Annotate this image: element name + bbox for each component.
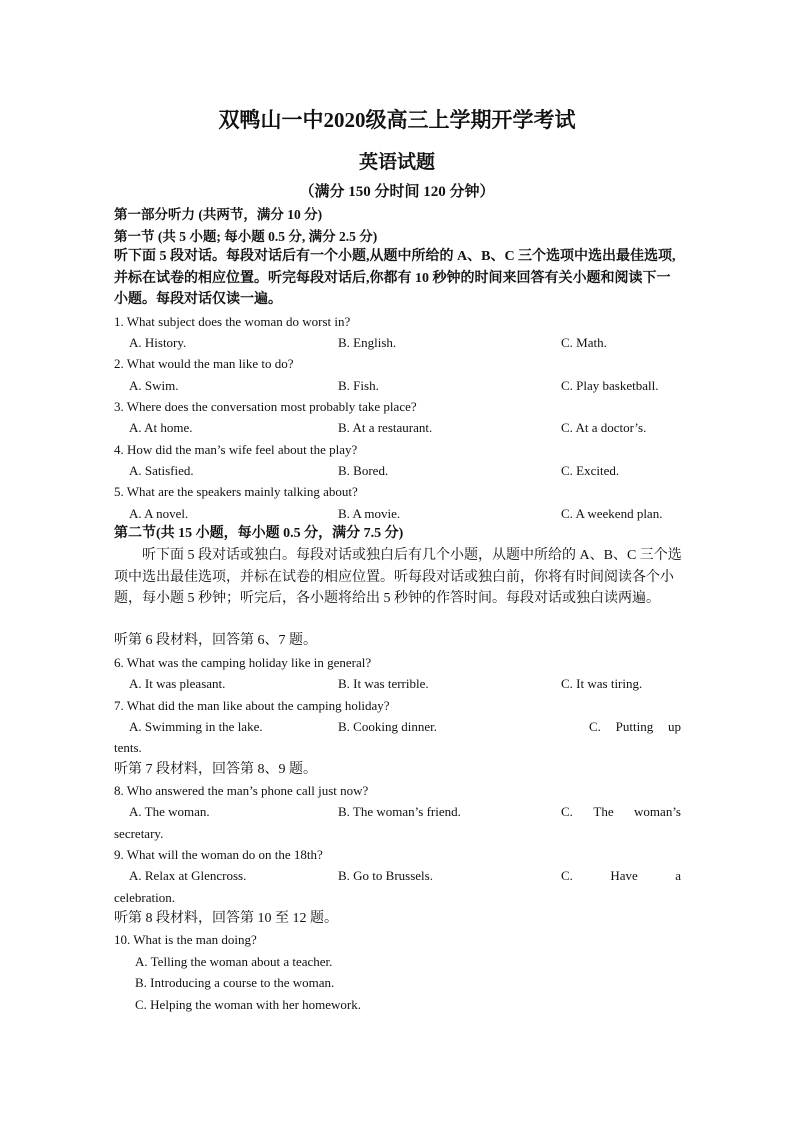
exam-title: 双鸭山一中2020级高三上学期开学考试 bbox=[218, 108, 576, 132]
exam-info: （满分 150 分时间 120 分钟） bbox=[299, 184, 495, 200]
question-1: 1. What subject does the woman do worst in? bbox=[114, 314, 351, 329]
q9-option-c-letter: C. bbox=[561, 868, 573, 883]
material-6-heading: 听第 6 段材料，回答第 6、7 题。 bbox=[114, 633, 317, 648]
q9-option-c-word1: Have bbox=[610, 868, 638, 883]
material-8-heading: 听第 8 段材料，回答第 10 至 12 题。 bbox=[114, 911, 338, 926]
section2-instructions: 听下面 5 段对话或独白。每段对话或独白后有几个小题，从题中所给的 A、B、C 三个选项中选出最佳选项，并标在试卷的相应位置。听每段对话或独白前，你将有时间阅读各个小题，每小题 5 秒钟；听完后，各小题将给出 5 秒钟的作答时间。每段对话或独白读两遍。 bbox=[114, 548, 682, 606]
q7-option-c-word2: up bbox=[668, 719, 681, 734]
question-7: 7. What did the man like about the camping holiday? bbox=[114, 698, 390, 713]
q8-option-c-word2: woman’s bbox=[634, 804, 681, 819]
q1-option-b: B. English. bbox=[338, 335, 397, 350]
q7-option-a: A. Swimming in the lake. bbox=[129, 719, 263, 734]
q7-option-c-continued: tents. bbox=[114, 740, 142, 755]
q2-option-a: A. Swim. bbox=[129, 378, 179, 393]
section1-heading: 第一节 (共 5 小题; 每小题 0.5 分, 满分 2.5 分) bbox=[114, 229, 378, 244]
q7-option-c-word1: Putting bbox=[615, 719, 654, 734]
q9-option-c bbox=[561, 868, 681, 884]
q7-option-c bbox=[589, 719, 681, 735]
q3-option-b: B. At a restaurant. bbox=[338, 420, 433, 435]
q10-option-b: B. Introducing a course to the woman. bbox=[135, 975, 335, 990]
q4-option-c: C. Excited. bbox=[561, 463, 620, 478]
q7-option-c-letter: C. bbox=[589, 719, 601, 734]
q8-option-c-continued: secretary. bbox=[114, 826, 164, 841]
question-10: 10. What is the man doing? bbox=[114, 932, 257, 947]
q9-option-c-continued: celebration. bbox=[114, 890, 175, 905]
q1-option-a: A. History. bbox=[129, 335, 187, 350]
section1-instructions: 听下面 5 段对话。每段对话后有一个小题,从题中所给的 A、B、C 三个选项中选出最佳选项,并标在试卷的相应位置。听完每段对话后,你都有 10 秒钟的时间来回答有关小题和阅读下一小题。每段对话仅读一遍。 bbox=[114, 249, 676, 307]
q8-option-a: A. The woman. bbox=[129, 804, 210, 819]
q8-option-b: B. The woman’s friend. bbox=[338, 804, 461, 819]
q3-option-c: C. At a doctor’s. bbox=[561, 420, 647, 435]
subject-title: 英语试题 bbox=[358, 152, 435, 173]
q5-option-a: A. A novel. bbox=[129, 506, 189, 521]
q6-option-a: A. It was pleasant. bbox=[129, 676, 226, 691]
q9-option-c-word2: a bbox=[675, 868, 681, 883]
material-7-heading: 听第 7 段材料，回答第 8、9 题。 bbox=[114, 762, 317, 777]
q4-option-b: B. Bored. bbox=[338, 463, 389, 478]
q10-option-a: A. Telling the woman about a teacher. bbox=[135, 954, 333, 969]
question-2: 2. What would the man like to do? bbox=[114, 356, 294, 371]
question-9: 9. What will the woman do on the 18th? bbox=[114, 847, 323, 862]
section2-heading: 第二节(共 15 小题，每小题 0.5 分，满分 7.5 分) bbox=[114, 526, 404, 541]
q2-option-b: B. Fish. bbox=[338, 378, 379, 393]
q6-option-c: C. It was tiring. bbox=[561, 676, 643, 691]
q2-option-c: C. Play basketball. bbox=[561, 378, 659, 393]
q5-option-c: C. A weekend plan. bbox=[561, 506, 663, 521]
question-5: 5. What are the speakers mainly talking about? bbox=[114, 484, 358, 499]
q8-option-c bbox=[561, 804, 681, 820]
q3-option-a: A. At home. bbox=[129, 420, 193, 435]
q4-option-a: A. Satisfied. bbox=[129, 463, 194, 478]
q6-option-b: B. It was terrible. bbox=[338, 676, 429, 691]
q8-option-c-word1: The bbox=[593, 804, 614, 819]
question-6: 6. What was the camping holiday like in general? bbox=[114, 655, 372, 670]
q9-option-a: A. Relax at Glencross. bbox=[129, 868, 247, 883]
q10-option-c: C. Helping the woman with her homework. bbox=[135, 997, 362, 1012]
question-4: 4. How did the man’s wife feel about the play? bbox=[114, 442, 358, 457]
q9-option-b: B. Go to Brussels. bbox=[338, 868, 433, 883]
question-3: 3. Where does the conversation most probably take place? bbox=[114, 399, 417, 414]
q5-option-b: B. A movie. bbox=[338, 506, 401, 521]
q7-option-b: B. Cooking dinner. bbox=[338, 719, 437, 734]
q1-option-c: C. Math. bbox=[561, 335, 607, 350]
part1-heading: 第一部分听力 (共两节，满分 10 分) bbox=[114, 207, 323, 222]
q8-option-c-letter: C. bbox=[561, 804, 573, 819]
question-8: 8. Who answered the man’s phone call just now? bbox=[114, 783, 369, 798]
